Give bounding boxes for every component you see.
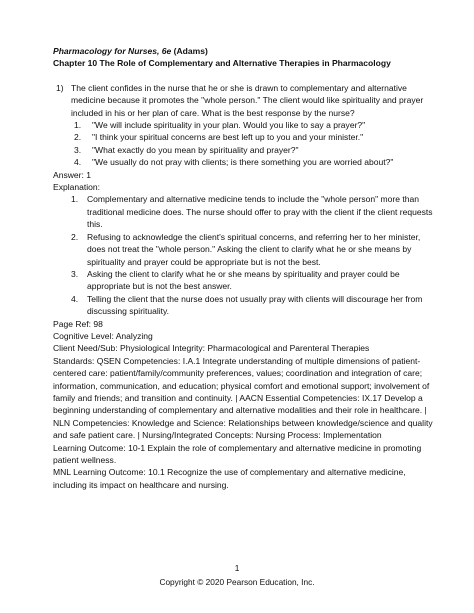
answer-options xyxy=(53,119,433,169)
book-title xyxy=(53,45,433,57)
learning-outcome: Learning Outcome: 10-1 Explain the role of complementary and alternative medicine in promoting patient wellness. xyxy=(53,442,422,465)
cognitive-level: Cognitive Level: Analyzing xyxy=(53,330,153,341)
answer-option-2 xyxy=(53,131,433,143)
client-need: Client Need/Sub: Physiological Integrity: Pharmacological and Parenteral Therapies xyxy=(53,343,370,354)
explanation-number: 2. xyxy=(71,231,79,242)
answer-option-3 xyxy=(53,144,433,156)
option-text: "What exactly do you mean by spirituality and prayer?" xyxy=(92,144,299,155)
answer-line: Answer: 1 xyxy=(53,169,92,180)
question-text: The client confides in the nurse that he or she is drawn to complementary and alternative medicine because it promotes the "whole person." The client would like spirituality and prayer included in his or her plan of care. What is the best response by the nurse? xyxy=(71,82,424,118)
chapter-title: Chapter 10 The Role of Complementary and Alternative Therapies in Pharmacology xyxy=(53,58,391,69)
explanation-item-4 xyxy=(53,293,433,318)
document-content xyxy=(53,45,433,491)
copyright-notice: Copyright © 2020 Pearson Education, Inc. xyxy=(159,577,315,587)
option-number: 3. xyxy=(74,144,82,155)
mnl-learning-outcome: MNL Learning Outcome: 10.1 Recognize the use of complementary and alternative medicine, including its impact on healthcare and nursing. xyxy=(53,467,406,490)
page-ref: Page Ref: 98 xyxy=(53,318,103,329)
book-title-name: Pharmacology for Nurses, 6e xyxy=(53,46,172,56)
standards: Standards: QSEN Competencies: I.A.1 Integrate understanding of multiple dimensions of patient-centered care: patient/family/community preferences, values; coordination and integration of care; information, communication, and education; physical comfort and emotional support; involvement of family and friends; and transition and continuity. | AACN Essential Competencies: IX.17 Develop a beginning understanding of complementary and alternative modalities and their role in healthcare. | NLN Competencies: Knowledge and Science: Relationships between knowledge/science and quality and safe patient care. | Nursing/Integrated Concepts: Nursing Process: Implementation xyxy=(53,355,433,441)
spacer xyxy=(53,70,433,82)
page-number: 1 xyxy=(234,563,240,573)
explanation-item-2 xyxy=(53,231,433,268)
explanation-number: 3. xyxy=(71,268,79,279)
explanation-number: 4. xyxy=(71,293,79,304)
option-text: "We will include spirituality in your plan. Would you like to say a prayer?" xyxy=(92,120,366,131)
explanation-item-1 xyxy=(53,193,433,230)
question-number: 1) xyxy=(56,82,64,93)
option-text: "I think your spiritual concerns are best left up to you and your minister." xyxy=(92,132,364,143)
option-number: 1. xyxy=(74,120,82,131)
option-number: 2. xyxy=(74,132,82,143)
question-stem xyxy=(53,82,433,119)
option-number: 4. xyxy=(74,157,82,168)
explanation-text: Complementary and alternative medicine tends to include the "whole person" more than traditional medicine does. The nurse should offer to pray with the client if the client requests this. xyxy=(87,194,433,230)
option-text: "We usually do not pray with clients; is there something you are worried about?" xyxy=(92,157,394,168)
explanation-text: Telling the client that the nurse does not usually pray with clients will discourage her from discussing spirituality. xyxy=(87,293,423,317)
explanation-list xyxy=(53,193,433,317)
explanation-text: Refusing to acknowledge the client's spiritual concerns, and referring her to her minister, does not treat the "whole person." Asking the client to clarify what he or she means by spirituality and prayer could be appropriate but is not the best. xyxy=(87,231,421,267)
explanation-text: Asking the client to clarify what he or she means by spirituality and prayer could be appropriate but is not the best answer. xyxy=(87,268,400,292)
book-title-author: (Adams) xyxy=(171,46,208,56)
answer-option-1 xyxy=(53,119,433,131)
explanation-number: 1. xyxy=(71,194,79,205)
explanation-item-3 xyxy=(53,268,433,293)
explanation-label: Explanation: xyxy=(53,182,101,193)
answer-option-4 xyxy=(53,156,433,168)
